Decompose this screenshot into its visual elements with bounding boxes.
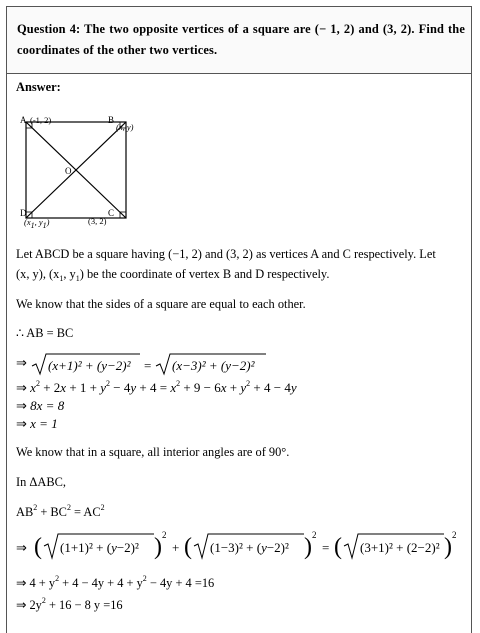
intro-line-2: (x, y), ($x_1$, $y_1$) be the coordinate of vertex B and D respectively. [16,267,330,283]
svg-text:=: = [322,540,330,555]
vertex-d-label: D [20,208,27,218]
svg-text:(: ( [184,534,192,560]
vertex-b-label: B [108,115,115,125]
svg-text:(1−3)² + (y−2)²: (1−3)² + (y−2)² [210,540,289,555]
ab-equals-bc: ∴ AB = BC [16,326,74,340]
svg-text:2: 2 [312,530,317,540]
equation-block-1 [16,350,316,436]
center-o-label: O [65,166,72,176]
svg-text:(x−3)² + (y−2)²: (x−3)² + (y−2)² [172,358,255,373]
sqrt-equation [30,352,288,376]
question-text: Question 4: The two opposite vertices of a square are (− 1, 2) and (3, 2). Find the coordinates of the other two vertices. [17,22,465,57]
svg-text:): ) [304,534,312,560]
svg-text:+: + [172,540,180,555]
in-triangle-abc: In ΔABC, [16,475,66,489]
svg-text:(1+1)² + (y−2)²: (1+1)² + (y−2)² [60,540,139,555]
svg-text:2: 2 [452,530,457,540]
answer-label: Answer: [16,80,61,94]
intro-line-1: Let ABCD be a square having (−1, 2) and (3, 2) as vertices A and C respectively. Let [16,247,436,261]
vertex-a-label: A [20,115,27,125]
svg-text:=: = [144,358,152,373]
svg-text:(: ( [34,534,42,560]
svg-text:): ) [154,534,162,560]
distance-equation [16,528,466,564]
eq1-line3: ⇒ 8x = 8 [16,398,65,413]
pythagoras-statement: $AB^2 + BC^2 = AC^2$ [16,503,105,519]
intro-paragraph [16,244,468,284]
eq1-line4: ⇒ x = 1 [16,416,58,431]
vertex-c-label: C [108,208,115,218]
vertex-d-coord: ($x_1$, $y_1$) [24,217,50,230]
sides-equal-text: We know that the sides of a square are equal to each other. [16,297,306,311]
question-cell [7,7,471,74]
eq1-line1: ⇒ (x+1)² + (y−2)² = (x−3)² + (y−2)² [16,352,288,376]
svg-text:(x+1)² + (y−2)²: (x+1)² + (y−2)² [48,358,131,373]
vertex-c-coord: (3, 2) [88,216,107,226]
expanded-equation: ⇒ $4 + y^2 + 4 - 4y + 4 + y^2 - 4y + 4 =16$ [16,574,215,590]
svg-text:(3+1)² + (2−2)²: (3+1)² + (2−2)² [360,540,440,555]
vertex-b-coord: (x, y) [116,122,134,132]
svg-text:): ) [444,534,452,560]
svg-text:⇒: ⇒ [16,540,27,555]
svg-text:(: ( [334,534,342,560]
simplified-equation: ⇒ $2y^2 + 16 - 8$ y =16 [16,596,123,612]
vertex-a-coord: (-1, 2) [30,115,52,125]
divider [7,73,471,74]
svg-text:2: 2 [162,530,167,540]
eq1-line2: ⇒ $x^2 + 2x + 1 + y^2 - 4y + 4 = x^2 + 9 - 6x + y^2 + 4 - 4y$ [16,379,297,395]
right-angle-text: We know that in a square, all interior angles are of 90°. [16,445,290,459]
